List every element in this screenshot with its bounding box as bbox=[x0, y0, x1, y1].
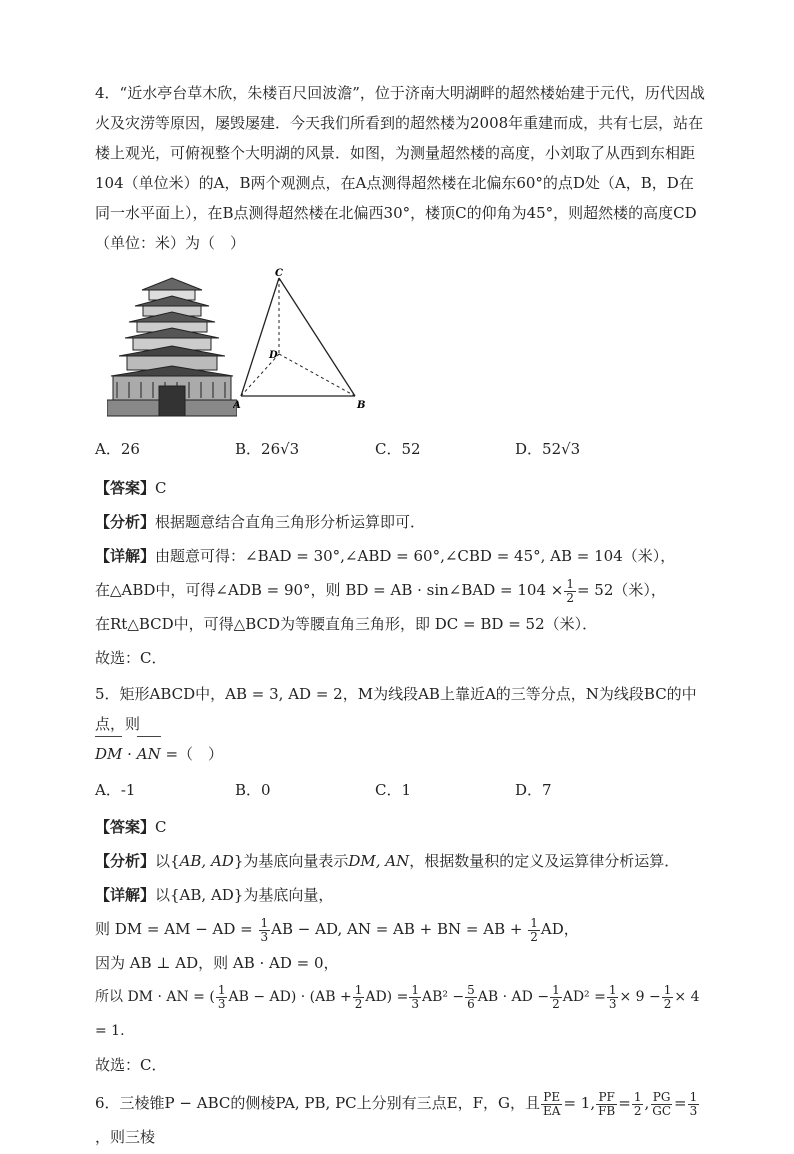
q4-detail-3: 在Rt△BCD中，可得△BCD为等腰直角三角形，即 DC = BD = 52（米）． bbox=[95, 615, 598, 633]
q4-detail-1: 【详解】由题意可得：∠BAD = 30°,∠ABD = 60°,∠CBD = 45°, AB = 104（米）， bbox=[95, 547, 676, 565]
q4-answer: 【答案】C bbox=[95, 479, 167, 497]
tetrahedron-diagram bbox=[233, 268, 373, 418]
choice-a: A．26 bbox=[95, 440, 140, 458]
question-4-figure bbox=[95, 268, 705, 428]
label-a: A bbox=[233, 400, 241, 411]
q5-detail-line-1: 则 DM = AM − AD = $\frac{1}{3}$ AB − AD, AN = AB + BN = AB + $\frac{1}{2}$ AD， bbox=[95, 915, 579, 944]
label-c: C bbox=[275, 268, 283, 279]
q5-answer: 【答案】C bbox=[95, 818, 167, 836]
choice-a: A．-1 bbox=[95, 781, 136, 799]
q5-detail-basis: 【详解】以{AB, AD}为基底向量， bbox=[95, 886, 334, 904]
q4-analysis: 【分析】根据题意结合直角三角形分析运算即可． bbox=[95, 513, 426, 531]
choice-c: C．1 bbox=[375, 781, 412, 799]
label-d: D bbox=[269, 350, 278, 361]
question-5-text: 5．矩形ABCD中，AB = 3, AD = 2，M为线段AB上靠近A的三等分点，N为线段BC的中点，则 DM · AN =（ ） bbox=[95, 679, 705, 769]
question-4-choices bbox=[95, 438, 655, 459]
label-b: B bbox=[357, 400, 366, 411]
choice-b: B．0 bbox=[235, 781, 271, 799]
page-content bbox=[95, 78, 705, 1154]
q4-conclusion: 故选：C． bbox=[95, 649, 167, 667]
q4-detail-2: 在△ABD中，可得∠ADB = 90°，则 BD = AB · sin∠BAD = 104 × $\frac{1}{2}$ = 52（米）， bbox=[95, 576, 666, 605]
q5-analysis: 【分析】以{AB, AD}为基底向量表示DM, AN，根据数量积的定义及运算律分析运算． bbox=[95, 852, 680, 870]
q5-conclusion: 故选：C． bbox=[95, 1056, 167, 1074]
question-4-text: 4．“近水亭台草木欣，朱楼百尺回波澹”，位于济南大明湖畔的超然楼始建于元代，历代因战火及灾涝等原因，屡毁屡建．今天我们所看到的超然楼为2008年重建而成，共有七层，站在楼上观光，可俯视整个大明湖的风景．如图，为测量超然楼的高度，小刘取了从西到东相距104（单位米）的A，B两个观测点，在A点测得超然楼在北偏东60°的点D处（A，B，D在同一水平面上），在B点测得超然楼在北偏西30°，楼顶C的仰角为45°，则超然楼的高度CD（单位：米）为（ ） bbox=[95, 84, 705, 252]
choice-d: D．52√3 bbox=[515, 440, 581, 458]
q5-detail-line-2: 因为 AB ⊥ AD，则 AB · AD = 0， bbox=[95, 954, 339, 972]
question-6-text: 6．三棱锥P − ABC的侧棱PA, PB, PC上分别有三点E，F，G，且 $\frac{PE}{EA}$ = 1, $\frac{PF}{FB}$ = $\frac{1}{2}$ , $\frac{PG}{GC}$ = $\frac{1}{3}$ ，则三棱 bbox=[95, 1089, 698, 1146]
question-5-choices bbox=[95, 779, 655, 800]
choice-b: B．26√3 bbox=[235, 440, 300, 458]
q5-detail-line-3: 所以 DM · AN = ( $\frac{1}{3}$ AB − AD) · (AB + $\frac{1}{2}$ AD) = $\frac{1}{3}$ AB² − $\frac{5}{6}$ AB · AD − $\frac{1}{2}$ AD² = $\frac{1}{3}$ × 9 − $\frac{1}{2}$ × 4 = 1. bbox=[95, 982, 700, 1039]
choice-d: D．7 bbox=[515, 781, 552, 799]
choice-c: C．52 bbox=[375, 440, 421, 458]
pagoda-illustration bbox=[107, 276, 237, 418]
